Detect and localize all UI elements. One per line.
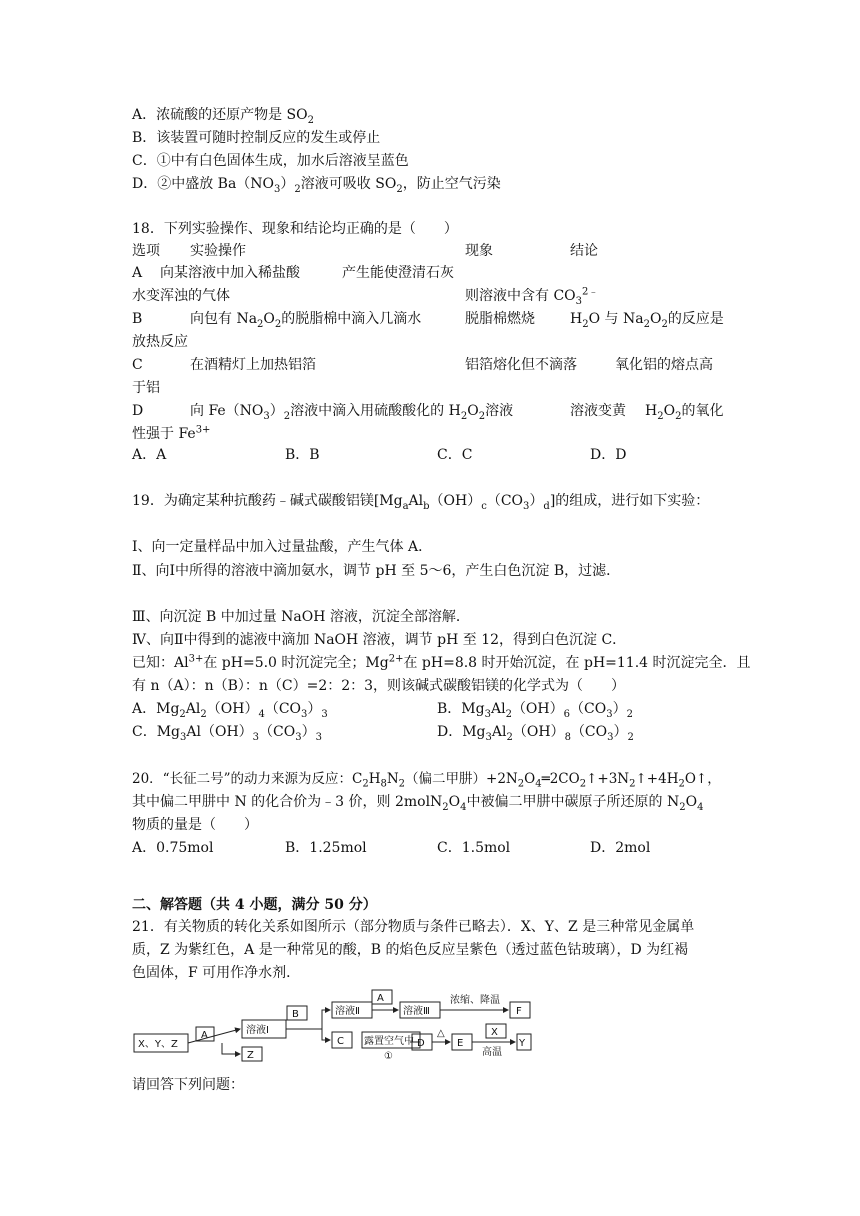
label-sol1: 溶液Ⅰ — [246, 1025, 269, 1036]
q20-line-2: 其中偏二甲肼中 N 的化合价为﹣3 价，则 $2molN_2O_4$中被偏二甲肼中碳原子所还原的 $N_2O_4$ — [132, 794, 704, 813]
q20-line-1: 20．“长征二号”的动力来源为反应：$C_2H_8N_2$（偏二甲肼）$+2N_2O_4═2CO_2↑+3N_2↑+4H_2O↑$， — [132, 771, 721, 790]
q18-option-d: D．D — [590, 447, 627, 463]
q19-known-2: 有 n（A）：n（B）：n（C）=2：2：3，则该碱式碳酸铝镁的化学式为（ ） — [132, 678, 626, 694]
q18-row-a-operation: 向某溶液中加入稀盐酸 — [160, 265, 300, 281]
label-z: Z — [247, 1050, 254, 1061]
q18-header-col4: 结论 — [570, 243, 598, 259]
label-cond2: 露置空气中 — [364, 1036, 414, 1047]
q19-title: 19．为确定某种抗酸药﹣碱式碳酸铝镁$[Mg_aAl_b(OH)_c(CO_3)_d]$的组成，进行如下实验： — [132, 493, 710, 512]
q18-row-c-phenomenon: 铝箔熔化但不滴落 — [465, 357, 577, 373]
q18-row-c-operation: 在酒精灯上加热铝箔 — [190, 357, 316, 373]
q18-option-b: B．B — [285, 447, 320, 463]
q20-option-b: B．1.25mol — [285, 840, 367, 856]
q18-option-a: A．A — [132, 447, 167, 463]
q17-option-c: C．①中有白色固体生成，加水后溶液呈蓝色 — [132, 153, 409, 169]
q20-line-3: 物质的量是（ ） — [132, 817, 258, 833]
q18-row-d-conclusion-cont: 性强于 $Fe^{3+}$ — [132, 424, 211, 442]
q19-option-d: D．$Mg_3Al_2(OH)_8(CO_3)_2$ — [437, 724, 634, 743]
q18-row-b-conclusion: $H_2O$ 与 $Na_2O_2$的反应是 — [570, 311, 724, 330]
q21-prompt: 请回答下列问题： — [132, 1077, 244, 1093]
q19-option-b: B．$Mg_3Al_2(OH)_6(CO_3)_2$ — [437, 701, 633, 720]
q17-option-d: D．②中盛放 $Ba(NO_3)_2$溶液可吸收 $SO_2$，防止空气污染 — [132, 176, 501, 195]
q18-option-c: C．C — [437, 447, 473, 463]
q18-row-b-operation: 向包有 $Na_2O_2$的脱脂棉中滴入几滴水 — [190, 311, 422, 330]
label-y: Y — [519, 1038, 526, 1049]
q20-option-c: C．1.5mol — [437, 840, 511, 856]
q18-row-d-operation: 向 $Fe(NO_3)_2$溶液中滴入用硫酸酸化的 $H_2O_2$溶液 — [190, 403, 514, 422]
q18-header-col2: 实验操作 — [190, 243, 246, 259]
label-circ: ① — [384, 1051, 393, 1062]
q17-option-a: A．浓硫酸的还原产物是 $SO_2$ — [132, 107, 315, 126]
label-e: E — [457, 1038, 464, 1049]
q18-row-d-conclusion: $H_2O_2$的氧化 — [645, 403, 724, 422]
q20-option-d: D．2mol — [590, 840, 651, 856]
label-cond1: 浓缩、降温 — [450, 995, 500, 1006]
label-heat: △ — [437, 1028, 445, 1039]
q18-header-col3: 现象 — [465, 243, 493, 259]
q19-step-4: Ⅳ、向Ⅱ中得到的滤液中滴加 NaOH 溶液，调节 pH 至 12，得到白色沉淀 C． — [132, 632, 627, 648]
label-c: C — [337, 1036, 344, 1047]
q21-line-1: 21．有关物质的转化关系如图所示（部分物质与条件已略去）．X、Y、Z 是三种常见金属单 — [132, 919, 695, 935]
q18-row-c-conclusion: 氧化铝的熔点高 — [615, 357, 713, 373]
q19-step-3: Ⅲ、向沉淀 B 中加过量 NaOH 溶液，沉淀全部溶解． — [132, 609, 470, 625]
q18-row-a-conclusion: 则溶液中含有 $CO_3^{2﹣}$ — [465, 286, 599, 307]
q19-option-a: A．$Mg_2Al_2(OH)_4(CO_3)_3$ — [132, 701, 328, 720]
q18-title: 18．下列实验操作、现象和结论均正确的是（ ） — [132, 221, 458, 237]
q18-row-b-label: B — [132, 311, 143, 327]
label-x: X — [491, 1027, 498, 1038]
label-xyz: X、Y、Z — [138, 1039, 178, 1050]
label-cond3: 高温 — [482, 1047, 502, 1058]
label-a1: A — [201, 1030, 208, 1041]
q19-known-1: 已知：$Al^{3+}$在 pH=5.0 时沉淀完全；$Mg^{2+}$在 pH=8.8 时开始沉淀，在 pH=11.4 时沉淀完全．且 — [132, 653, 751, 671]
q18-row-d-phenomenon: 溶液变黄 — [570, 403, 626, 419]
q20-option-a: A．0.75mol — [132, 840, 214, 856]
label-b: B — [292, 1009, 299, 1020]
q18-row-a-phenomenon: 产生能使澄清石灰 — [342, 265, 454, 281]
q18-row-c-conclusion-cont: 于铝 — [132, 380, 160, 396]
q19-step-2: Ⅱ、向Ⅰ中所得的溶液中滴加氨水，调节 pH 至 5～6，产生白色沉淀 B，过滤． — [132, 563, 621, 579]
q21-line-2: 质，Z 为紫红色，A 是一种常见的酸，B 的焰色反应呈紫色（透过蓝色钴玻璃），D 为红褐 — [132, 942, 689, 958]
q19-step-1: Ⅰ、向一定量样品中加入过量盐酸，产生气体 A． — [132, 539, 433, 555]
q21-line-3: 色固体，F 可用作净水剂． — [132, 965, 301, 981]
q18-row-c-label: C — [132, 357, 143, 373]
q21-flow-diagram — [132, 988, 532, 1062]
q18-header-col1: 选项 — [132, 243, 160, 259]
section-2-title: 二、解答题（共 4 小题，满分 50 分） — [132, 897, 377, 913]
q18-row-b-phenomenon: 脱脂棉燃烧 — [465, 311, 535, 327]
q18-row-a-phenomenon-cont: 水变浑浊的气体 — [132, 288, 230, 304]
q18-row-d-label: D — [132, 403, 144, 419]
q18-row-b-conclusion-cont: 放热反应 — [132, 334, 188, 350]
label-sol2: 溶液Ⅱ — [335, 1006, 360, 1017]
label-d: D — [417, 1038, 425, 1049]
label-sol3: 溶液Ⅲ — [403, 1006, 430, 1017]
label-f: F — [516, 1006, 522, 1017]
q17-option-b: B．该装置可随时控制反应的发生或停止 — [132, 130, 381, 146]
q18-row-a-label: A — [132, 265, 143, 281]
label-a2: A — [377, 993, 384, 1004]
q19-option-c: C．$Mg_3Al(OH)_3(CO_3)_3$ — [132, 724, 322, 743]
